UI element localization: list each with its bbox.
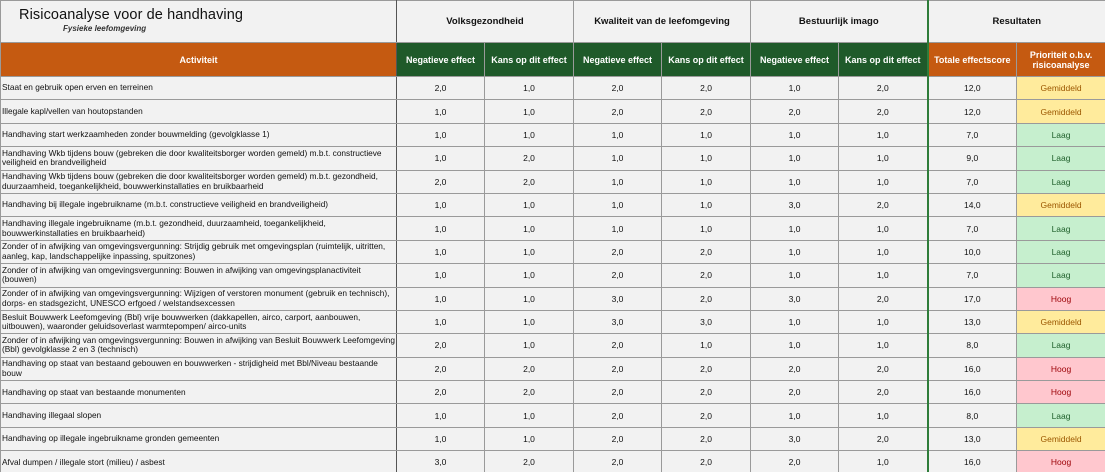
table-row [1, 77, 1105, 100]
totaal-cell: 12,0 [928, 100, 1017, 123]
vg-kans-cell: 1,0 [485, 193, 574, 216]
column-vg-kans: Kans op dit effect [485, 43, 574, 77]
kl-negatief-cell: 3,0 [574, 310, 662, 333]
kl-negatief-cell: 2,0 [574, 264, 662, 287]
prioriteit-cell: Laag [1017, 334, 1105, 357]
vg-kans-cell: 1,0 [485, 100, 574, 123]
kl-negatief-cell: 1,0 [574, 217, 662, 240]
vg-kans-cell: 2,0 [485, 170, 574, 193]
table-row [1, 357, 1105, 380]
bi-negatief-cell: 2,0 [751, 100, 839, 123]
kl-negatief-cell: 2,0 [574, 77, 662, 100]
bi-kans-cell: 1,0 [839, 240, 928, 263]
kl-negatief-cell: 2,0 [574, 357, 662, 380]
vg-negatief-cell: 2,0 [397, 77, 485, 100]
vg-negatief-cell: 2,0 [397, 381, 485, 404]
vg-negatief-cell: 1,0 [397, 100, 485, 123]
activity-cell: Zonder of in afwijking van omgevingsvergunning: Wijzigen of verstoren monument (gebruik en technisch), dorps- en stadsgezicht, UNESCO erfgoed / welstandsexcessen [1, 287, 397, 310]
table-row [1, 334, 1105, 357]
kl-kans-cell: 2,0 [662, 77, 751, 100]
bi-negatief-cell: 1,0 [751, 217, 839, 240]
column-kl-negatief: Negatieve effect [574, 43, 662, 77]
group-resultaten: Resultaten [928, 1, 1105, 43]
activity-cell: Zonder of in afwijking van omgevingsvergunning: Bouwen in afwijking van Besluit Bouwwerk Leefomgeving (Bbl) gevolgklasse 2 en 3 (technisch) [1, 334, 397, 357]
vg-negatief-cell: 2,0 [397, 357, 485, 380]
bi-negatief-cell: 2,0 [751, 357, 839, 380]
prioriteit-cell: Gemiddeld [1017, 310, 1105, 333]
bi-kans-cell: 2,0 [839, 100, 928, 123]
prioriteit-cell: Hoog [1017, 381, 1105, 404]
kl-negatief-cell: 2,0 [574, 240, 662, 263]
kl-kans-cell: 3,0 [662, 310, 751, 333]
totaal-cell: 13,0 [928, 427, 1017, 450]
table-row [1, 404, 1105, 427]
bi-kans-cell: 1,0 [839, 264, 928, 287]
vg-kans-cell: 1,0 [485, 264, 574, 287]
column-prioriteit: Prioriteit o.b.v. risicoanalyse [1017, 43, 1105, 77]
vg-kans-cell: 2,0 [485, 451, 574, 472]
kl-negatief-cell: 1,0 [574, 193, 662, 216]
bi-negatief-cell: 1,0 [751, 264, 839, 287]
kl-kans-cell: 2,0 [662, 451, 751, 472]
table-row [1, 217, 1105, 240]
activity-cell: Handhaving illegaal slopen [1, 404, 397, 427]
bi-negatief-cell: 3,0 [751, 287, 839, 310]
vg-negatief-cell: 1,0 [397, 123, 485, 146]
table-row [1, 310, 1105, 333]
bi-kans-cell: 1,0 [839, 170, 928, 193]
kl-negatief-cell: 1,0 [574, 170, 662, 193]
column-kl-kans: Kans op dit effect [662, 43, 751, 77]
vg-negatief-cell: 1,0 [397, 287, 485, 310]
bi-kans-cell: 2,0 [839, 287, 928, 310]
kl-kans-cell: 2,0 [662, 100, 751, 123]
kl-kans-cell: 1,0 [662, 217, 751, 240]
totaal-cell: 16,0 [928, 381, 1017, 404]
bi-negatief-cell: 2,0 [751, 381, 839, 404]
bi-kans-cell: 2,0 [839, 193, 928, 216]
table-row [1, 100, 1105, 123]
kl-kans-cell: 2,0 [662, 427, 751, 450]
prioriteit-cell: Gemiddeld [1017, 427, 1105, 450]
column-totaal: Totale effectscore [928, 43, 1017, 77]
vg-kans-cell: 1,0 [485, 287, 574, 310]
prioriteit-cell: Laag [1017, 264, 1105, 287]
bi-kans-cell: 1,0 [839, 147, 928, 170]
bi-negatief-cell: 2,0 [751, 451, 839, 472]
bi-kans-cell: 1,0 [839, 310, 928, 333]
kl-negatief-cell: 2,0 [574, 404, 662, 427]
table-row [1, 240, 1105, 263]
title-cell [1, 1, 397, 43]
column-bi-kans: Kans op dit effect [839, 43, 928, 77]
group-header-row [1, 1, 1105, 43]
activity-cell: Handhaving op staat van bestaand gebouwen en bouwwerken - strijdigheid met Bbl/Niveau bestaande bouw [1, 357, 397, 380]
vg-negatief-cell: 1,0 [397, 147, 485, 170]
bi-negatief-cell: 1,0 [751, 147, 839, 170]
activity-cell: Handhaving op staat van bestaande monumenten [1, 381, 397, 404]
vg-negatief-cell: 1,0 [397, 217, 485, 240]
bi-kans-cell: 2,0 [839, 77, 928, 100]
prioriteit-cell: Gemiddeld [1017, 100, 1105, 123]
table-row [1, 193, 1105, 216]
bi-kans-cell: 1,0 [839, 217, 928, 240]
kl-kans-cell: 2,0 [662, 264, 751, 287]
prioriteit-cell: Laag [1017, 123, 1105, 146]
prioriteit-cell: Laag [1017, 240, 1105, 263]
kl-kans-cell: 2,0 [662, 287, 751, 310]
table-row [1, 264, 1105, 287]
table-row [1, 287, 1105, 310]
vg-negatief-cell: 1,0 [397, 427, 485, 450]
vg-negatief-cell: 2,0 [397, 170, 485, 193]
kl-kans-cell: 1,0 [662, 147, 751, 170]
table-row [1, 147, 1105, 170]
prioriteit-cell: Gemiddeld [1017, 77, 1105, 100]
vg-kans-cell: 1,0 [485, 240, 574, 263]
bi-negatief-cell: 3,0 [751, 427, 839, 450]
bi-negatief-cell: 1,0 [751, 123, 839, 146]
activity-cell: Handhaving start werkzaamheden zonder bouwmelding (gevolgklasse 1) [1, 123, 397, 146]
kl-negatief-cell: 2,0 [574, 451, 662, 472]
vg-kans-cell: 1,0 [485, 310, 574, 333]
totaal-cell: 8,0 [928, 334, 1017, 357]
vg-kans-cell: 2,0 [485, 147, 574, 170]
prioriteit-cell: Gemiddeld [1017, 193, 1105, 216]
activity-cell: Zonder of in afwijking van omgevingsvergunning: Strijdig gebruik met omgevingsplan (ruimtelijk, uitritten, aanleg, kap, landschappelijke inpassing, spuitzones) [1, 240, 397, 263]
bi-negatief-cell: 1,0 [751, 240, 839, 263]
table-row [1, 451, 1105, 472]
totaal-cell: 9,0 [928, 147, 1017, 170]
bi-kans-cell: 2,0 [839, 427, 928, 450]
prioriteit-cell: Laag [1017, 147, 1105, 170]
activity-cell: Handhaving bij illegale ingebruikname (m.b.t. constructieve veiligheid en brandveiligheid) [1, 193, 397, 216]
bi-kans-cell: 2,0 [839, 357, 928, 380]
column-header-row [1, 43, 1105, 77]
bi-kans-cell: 1,0 [839, 451, 928, 472]
totaal-cell: 7,0 [928, 170, 1017, 193]
totaal-cell: 8,0 [928, 404, 1017, 427]
bi-negatief-cell: 1,0 [751, 310, 839, 333]
group-imago: Bestuurlijk imago [751, 1, 928, 43]
prioriteit-cell: Laag [1017, 170, 1105, 193]
activity-cell: Handhaving op illegale ingebruikname gronden gemeenten [1, 427, 397, 450]
activity-cell: Besluit Bouwwerk Leefomgeving (Bbl) vrije bouwwerken (dakkapellen, airco, carport, aanbouwen, uitbouwen), waaronder geluidsoverlast warmtepompen/ airco-units [1, 310, 397, 333]
totaal-cell: 12,0 [928, 77, 1017, 100]
prioriteit-cell: Hoog [1017, 357, 1105, 380]
vg-negatief-cell: 3,0 [397, 451, 485, 472]
totaal-cell: 7,0 [928, 217, 1017, 240]
bi-negatief-cell: 1,0 [751, 404, 839, 427]
kl-negatief-cell: 2,0 [574, 334, 662, 357]
kl-negatief-cell: 1,0 [574, 147, 662, 170]
activity-cell: Staat en gebruik open erven en terreinen [1, 77, 397, 100]
kl-kans-cell: 1,0 [662, 170, 751, 193]
bi-negatief-cell: 1,0 [751, 77, 839, 100]
kl-kans-cell: 2,0 [662, 404, 751, 427]
totaal-cell: 16,0 [928, 357, 1017, 380]
kl-kans-cell: 2,0 [662, 240, 751, 263]
bi-negatief-cell: 1,0 [751, 334, 839, 357]
group-kwaliteit: Kwaliteit van de leefomgeving [574, 1, 751, 43]
vg-kans-cell: 1,0 [485, 334, 574, 357]
bi-negatief-cell: 3,0 [751, 193, 839, 216]
totaal-cell: 13,0 [928, 310, 1017, 333]
totaal-cell: 17,0 [928, 287, 1017, 310]
prioriteit-cell: Hoog [1017, 287, 1105, 310]
page-title: Risicoanalyse voor de handhaving [19, 7, 244, 23]
kl-negatief-cell: 2,0 [574, 381, 662, 404]
bi-kans-cell: 1,0 [839, 334, 928, 357]
kl-negatief-cell: 2,0 [574, 100, 662, 123]
column-activiteit: Activiteit [1, 43, 397, 77]
vg-kans-cell: 2,0 [485, 357, 574, 380]
vg-negatief-cell: 2,0 [397, 334, 485, 357]
table-row [1, 427, 1105, 450]
totaal-cell: 16,0 [928, 451, 1017, 472]
table-row [1, 123, 1105, 146]
bi-kans-cell: 2,0 [839, 381, 928, 404]
vg-kans-cell: 1,0 [485, 427, 574, 450]
column-bi-negatief: Negatieve effect [751, 43, 839, 77]
kl-negatief-cell: 3,0 [574, 287, 662, 310]
kl-kans-cell: 1,0 [662, 123, 751, 146]
totaal-cell: 7,0 [928, 264, 1017, 287]
vg-negatief-cell: 1,0 [397, 193, 485, 216]
activity-cell: Zonder of in afwijking van omgevingsvergunning: Bouwen in afwijking van omgevingsplanactiviteit (bouwen) [1, 264, 397, 287]
totaal-cell: 10,0 [928, 240, 1017, 263]
kl-negatief-cell: 1,0 [574, 123, 662, 146]
bi-negatief-cell: 1,0 [751, 170, 839, 193]
vg-kans-cell: 1,0 [485, 77, 574, 100]
activity-cell: Afval dumpen / illegale stort (milieu) / asbest [1, 451, 397, 472]
prioriteit-cell: Hoog [1017, 451, 1105, 472]
activity-cell: Handhaving Wkb tijdens bouw (gebreken die door kwaliteitsborger worden gemeld) m.b.t. gezondheid, duurzaamheid, toegankelijkheid, bouwwerkinstallaties en bruikbaarheid [1, 170, 397, 193]
column-vg-negatief: Negatieve effect [397, 43, 485, 77]
kl-kans-cell: 1,0 [662, 334, 751, 357]
vg-kans-cell: 1,0 [485, 404, 574, 427]
totaal-cell: 7,0 [928, 123, 1017, 146]
activity-cell: Handhaving illegale ingebruikname (m.b.t. gezondheid, duurzaamheid, toegankelijkheid, bouwwerkinstallaties en bruikbaarheid) [1, 217, 397, 240]
prioriteit-cell: Laag [1017, 404, 1105, 427]
bi-kans-cell: 1,0 [839, 404, 928, 427]
vg-negatief-cell: 1,0 [397, 264, 485, 287]
vg-negatief-cell: 1,0 [397, 240, 485, 263]
vg-kans-cell: 2,0 [485, 381, 574, 404]
table-row [1, 381, 1105, 404]
activity-cell: Illegale kapl/vellen van houtopstanden [1, 100, 397, 123]
kl-kans-cell: 2,0 [662, 381, 751, 404]
table-body [1, 77, 1105, 472]
kl-kans-cell: 1,0 [662, 193, 751, 216]
vg-kans-cell: 1,0 [485, 217, 574, 240]
kl-negatief-cell: 2,0 [574, 427, 662, 450]
vg-negatief-cell: 1,0 [397, 404, 485, 427]
group-volksgezondheid: Volksgezondheid [397, 1, 574, 43]
kl-kans-cell: 2,0 [662, 357, 751, 380]
prioriteit-cell: Laag [1017, 217, 1105, 240]
vg-negatief-cell: 1,0 [397, 310, 485, 333]
vg-kans-cell: 1,0 [485, 123, 574, 146]
page-subtitle: Fysieke leefomgeving [63, 24, 147, 33]
bi-kans-cell: 1,0 [839, 123, 928, 146]
table-row [1, 170, 1105, 193]
totaal-cell: 14,0 [928, 193, 1017, 216]
activity-cell: Handhaving Wkb tijdens bouw (gebreken die door kwaliteitsborger worden gemeld) m.b.t. constructieve veiligheid en brandveiligheid [1, 147, 397, 170]
